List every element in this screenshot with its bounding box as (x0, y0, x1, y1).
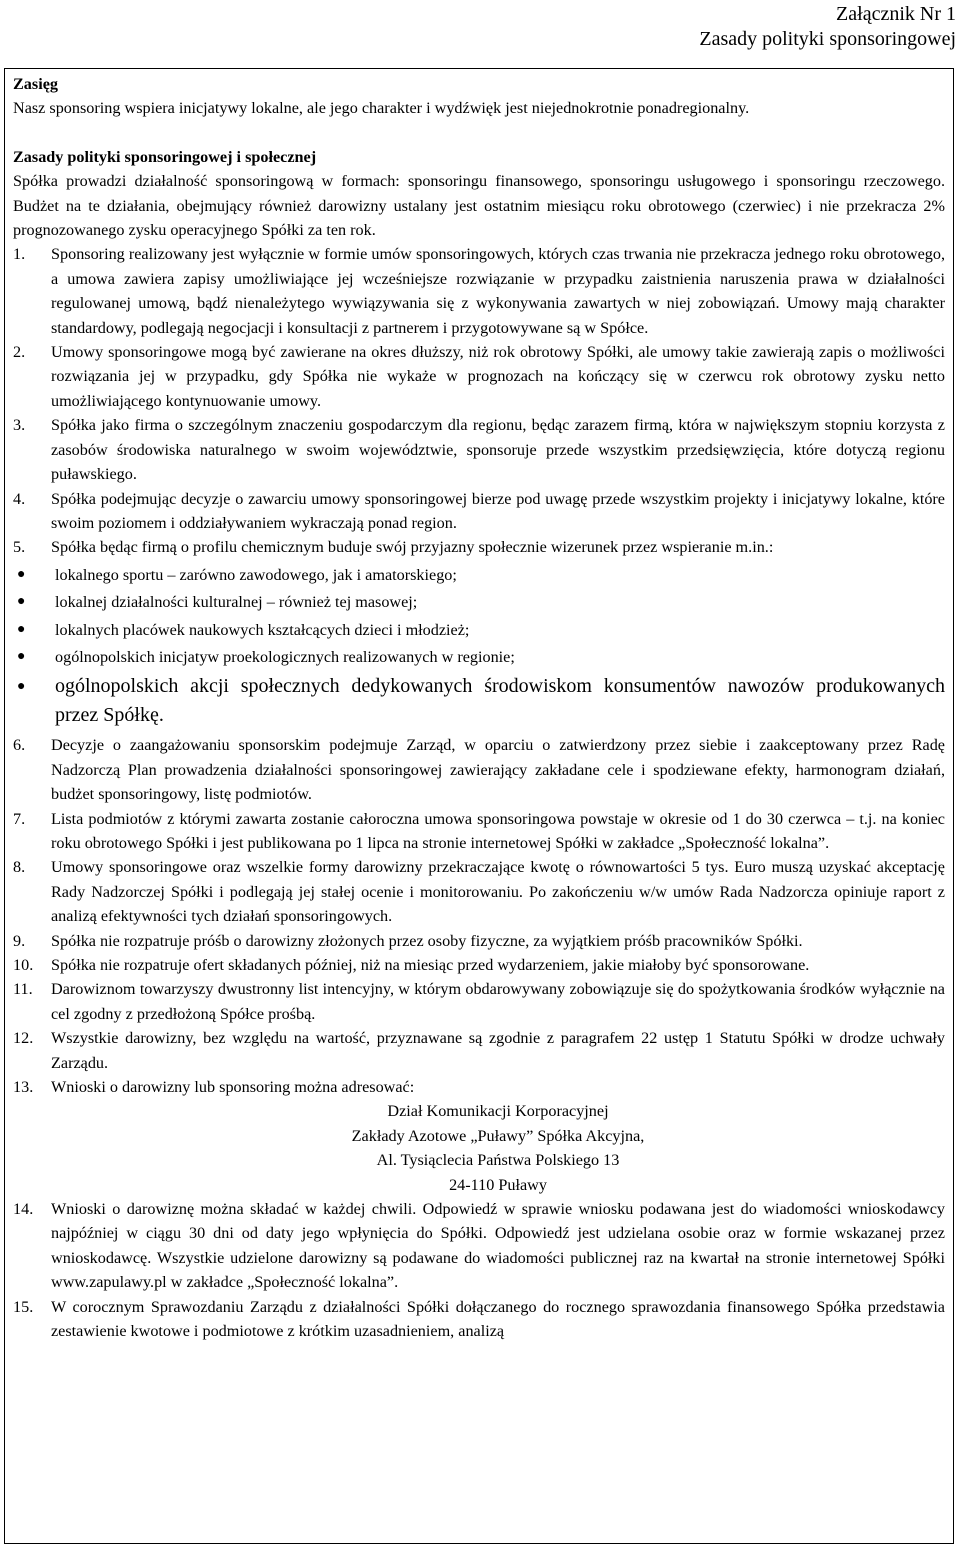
rule-text: Spółka będąc firmą o profilu chemicznym buduje swój przyjazny społecznie wizerunek przez wspieranie m.in.: (51, 538, 774, 557)
rule-number: 7. (13, 809, 26, 828)
bullet-icon: ● (17, 621, 26, 637)
policy-heading: Zasady polityki sponsoringowej i społecznej (13, 147, 317, 166)
rules-list (13, 242, 945, 559)
rule-item (13, 1075, 945, 1197)
rule-item (13, 953, 945, 977)
bullet-icon: ● (17, 594, 26, 610)
address-street: Al. Tysiąclecia Państwa Polskiego 13 (376, 1151, 620, 1170)
address-department: Dział Komunikacji Korporacyjnej (387, 1102, 609, 1121)
bullet-text: lokalnej działalności kulturalnej – również tej masowej; (55, 593, 418, 612)
policy-text: Spółka prowadzi działalność sponsoringową w formach: sponsoringu finansowego, sponsoringu usługowego i sponsoringu rzeczowego. Budżet na te działania, obejmujący również darowizny ustalany jest ostatnim miesiącu roku obrotowego (czerwiec) i nie przekracza 2% prognozowanego zysku operacyjnego Spółki za ten rok. (13, 172, 945, 240)
rule-item (13, 340, 945, 413)
rule-item (13, 929, 945, 953)
rule-text: W corocznym Sprawozdaniu Zarządu z działalności Spółki dołączanego do rocznego sprawozdania finansowego Spółka przedstawia zestawienie kwotowe i podmiotowe z krótkim uzasadnieniem, analizą (51, 1297, 945, 1341)
rule-text: Decyzje o zaangażowaniu sponsorskim podejmuje Zarząd, w oparciu o zatwierdzony przez siebie i zaakceptowany przez Radę Nadzorczą Plan prowadzenia działalności sponsoringowej zawierający zakładane cele i spodziewane efekty, harmonogram działań, budżet sponsoringowy, listę podmiotów. (51, 736, 945, 804)
rule-number: 11. (13, 980, 33, 999)
rule-item (13, 977, 945, 1026)
bullet-item (13, 672, 945, 730)
rule-text: Darowiznom towarzyszy dwustronny list intencyjny, w którym obdarowywany zobowiązuje się do spożytkowania środków wyłącznie na cel zgodny z przedłożoną Spółce prośbą. (51, 980, 945, 1023)
bullet-text: lokalnych placówek naukowych kształcących dzieci i młodzież; (55, 620, 470, 639)
rule-item (13, 1295, 945, 1344)
rule-number: 2. (13, 343, 26, 362)
document-header (699, 2, 956, 52)
bullet-text: ogólnopolskich akcji społecznych dedykowanych środowiskom konsumentów nawozów produkowanych przez Spółkę. (55, 675, 945, 727)
bullet-icon: ● (17, 566, 26, 582)
attachment-title: Zasady polityki sponsoringowej (699, 28, 956, 50)
rule-item (13, 1197, 945, 1295)
bullet-icon: ● (17, 648, 26, 664)
address-company: Zakłady Azotowe „Puławy” Spółka Akcyjna, (351, 1126, 645, 1145)
bullet-item (13, 590, 945, 614)
rule-item (13, 733, 945, 806)
rule-item (13, 855, 945, 928)
rule-item (13, 807, 945, 856)
bullet-item (13, 563, 945, 587)
support-areas-list (13, 563, 945, 731)
rule-text: Wszystkie darowizny, bez względu na wartość, przyznawane są zgodnie z paragrafem 22 ustęp 1 Statutu Spółki w drodze uchwały Zarządu. (51, 1029, 945, 1072)
rule-text: Umowy sponsoringowe mogą być zawierane na okres dłuższy, niż rok obrotowy Spółki, ale umowy takie zawierają zapis o możliwości rozwiązania jej w przypadku, gdy Spółka nie wykaże w prognozach na kończący się w czerwcu rok obrotowy zysku netto umożliwiającego kontynuowanie umowy. (51, 343, 945, 410)
rule-text: Wnioski o darowizny lub sponsoring można adresować: (51, 1078, 415, 1097)
attachment-number: Załącznik Nr 1 (836, 3, 956, 25)
rule-text: Spółka nie rozpatruje ofert składanych później, niż na miesiąc przed wydarzeniem, jakie miałoby być sponsorowane. (51, 956, 810, 974)
rule-number: 15. (13, 1297, 34, 1316)
rule-number: 3. (13, 416, 26, 435)
rule-number: 13. (13, 1078, 34, 1097)
bullet-text: lokalnego sportu – zarówno zawodowego, jak i amatorskiego; (55, 565, 457, 584)
rule-item (13, 413, 945, 486)
rule-item (13, 242, 945, 340)
bullet-item (13, 645, 945, 669)
bullet-text: ogólnopolskich inicjatyw proekologicznych realizowanych w regionie; (55, 647, 515, 666)
rule-text: Umowy sponsoringowe oraz wszelkie formy darowizny przekraczające kwotę o równowartości 5 tys. Euro muszą uzyskać akceptację Rady Nadzorczej Spółki i podlegają jej stałej ocenie i monitorowaniu. Po zakończeniu w/w umów Rada Nadzorcza opiniuje raport z analizą efektywności tych działań sponsoringowych. (51, 858, 945, 926)
rule-text: Wnioski o darowiznę można składać w każdej chwili. Odpowiedź w sprawie wniosku podawana jest do wiadomości wnioskodawcy najpóźniej w ciągu 30 dni od daty jego wpłynięcia do Spółki. Odpowiedź jest udzielana osobie oraz w formie wskazanej przez wnioskodawcę. Wszystkie udzielone darowizny są podawane do wiadomości publicznej raz na kwartał na stronie internetowej Spółki www.zapulawy.pl w zakładce „Społeczność lokalna”. (51, 1200, 945, 1292)
rule-text: Spółka jako firma o szczególnym znaczeniu gospodarczym dla regionu, będąc zarazem firmą, która w największym stopniu korzysta z zasobów środowiska naturalnego w swoim województwie, sponsoruje przede wszystkim przedsięwzięcia, które dotyczą regionu puławskiego. (51, 416, 945, 484)
rule-text: Spółka podejmując decyzje o zawarciu umowy sponsoringowej bierze pod uwagę przede wszystkim projekty i inicjatywy lokalne, które swoim poziomem i oddziaływaniem wykraczają ponad region. (51, 489, 945, 532)
rule-item (13, 1026, 945, 1075)
rule-number: 1. (13, 245, 26, 264)
rule-number: 8. (13, 858, 26, 877)
rule-number: 14. (13, 1200, 34, 1219)
scope-heading: Zasięg (13, 75, 58, 93)
rule-item (13, 535, 945, 559)
rule-number: 12. (13, 1029, 34, 1048)
rule-text: Lista podmiotów z którymi zawarta zostanie całoroczna umowa sponsoringowa powstaje w okresie od 1 do 30 czerwca – t.j. na koniec roku obrotowego Spółki i jest publikowana po 1 lipca na stronie internetowej Spółki w zakładce „Społeczność lokalna”. (51, 809, 945, 852)
rule-number: 9. (13, 931, 26, 950)
rule-number: 6. (13, 736, 26, 755)
address-city: 24-110 Puławy (449, 1175, 547, 1194)
rule-item (13, 487, 945, 536)
rule-number: 5. (13, 538, 26, 557)
rule-text: Spółka nie rozpatruje próśb o darowizny złożonych przez osoby fizyczne, za wyjątkiem próśb pracowników Spółki. (51, 931, 803, 950)
policy-frame (4, 68, 954, 1544)
rule-number: 10. (13, 956, 34, 974)
rule-number: 4. (13, 489, 26, 508)
rule-text: Sponsoring realizowany jest wyłącznie w formie umów sponsoringowych, których czas trwania nie przekracza jednego roku obrotowego, a umowa zawiera zapisy umożliwiające jej wcześniejsze rozwiązanie w przypadku zaistnienia naruszenia prawa w działalności regulowanej umową, bądź nienależytego wywiązywania się z wykonywania zawartych w niej zobowiązań. Umowy mają charakter standardowy, podlegają negocjacji i konsultacji z partnerem i przygotowywane są w Spółce. (51, 245, 945, 337)
bullet-icon: ● (17, 679, 26, 695)
spacer (13, 121, 945, 145)
address-block (51, 1099, 945, 1197)
bullet-item (13, 618, 945, 642)
scope-text: Nasz sponsoring wspiera inicjatywy lokalne, ale jego charakter i wydźwięk jest niejednokrotnie ponadregionalny. (13, 99, 750, 118)
rules-list-continued (13, 733, 945, 1343)
